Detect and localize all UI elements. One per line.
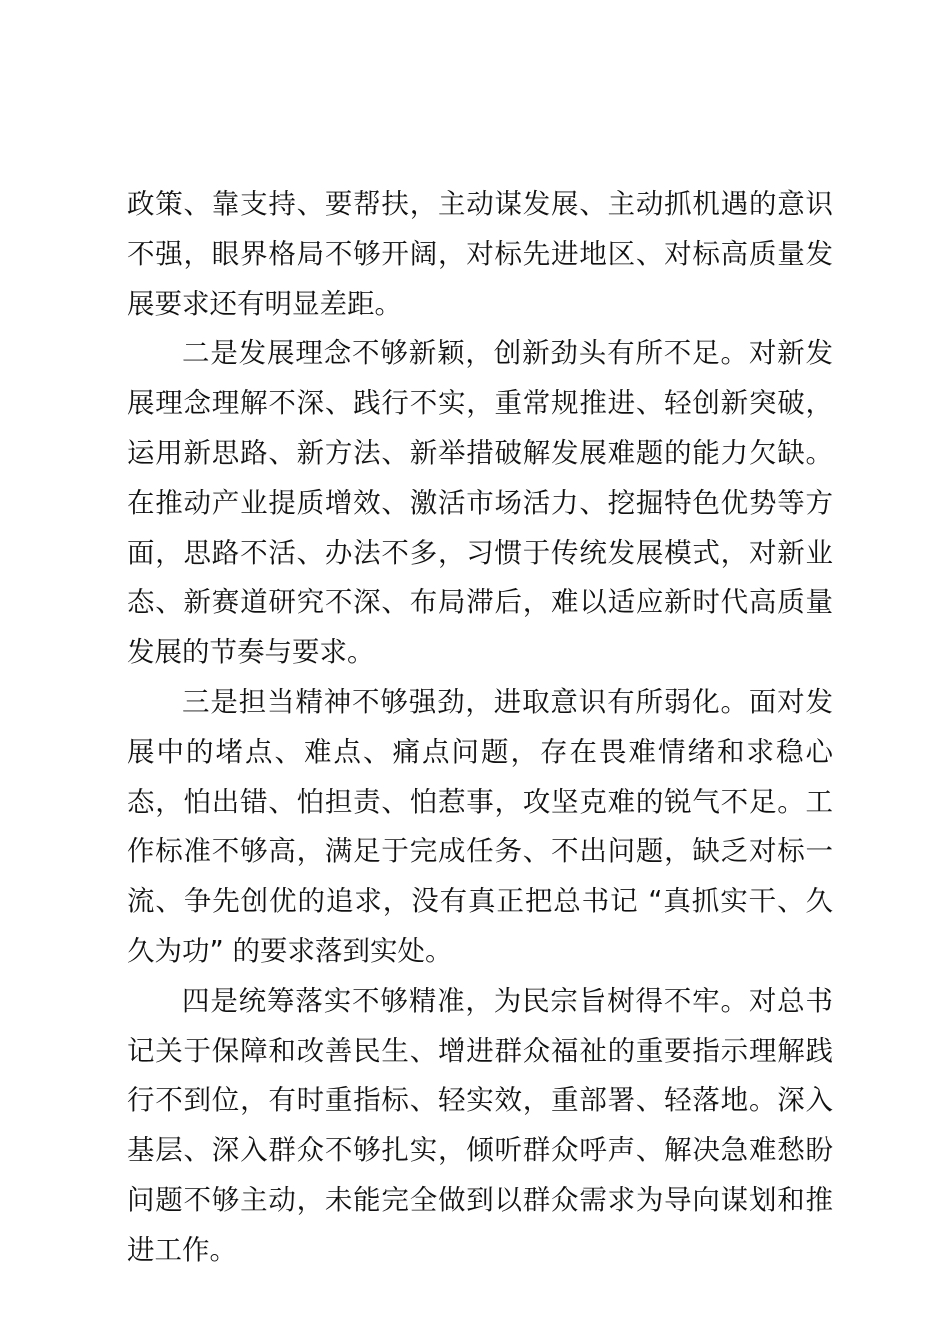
paragraph-four: 四是统筹落实不够精准，为民宗旨树得不牢。对总书记关于保障和改善民生、增进群众福祉的重要指示理解践行不到位，有时重指标、轻实效，重部署、轻落地。深入基层、深入群众不够扎实，倾听群众呼声、解决急难愁盼问题不够主动，未能完全做到以群众需求为导向谋划和推进工作。 xyxy=(127,984,833,1266)
paragraph-three: 三是担当精神不够强劲，进取意识有所弱化。面对发展中的堵点、难点、痛点问题，存在畏难情绪和求稳心态，怕出错、怕担责、怕惹事，攻坚克难的锐气不足。工作标准不够高，满足于完成任务、不出问题，缺乏对标一流、争先创优的追求，没有真正把总书记 “真抓实干、久久为功” 的要求落到实处。 xyxy=(127,685,833,967)
paragraph-continuation: 政策、靠支持、要帮扶，主动谋发展、主动抓机遇的意识不强，眼界格局不够开阔，对标先进地区、对标高质量发展要求还有明显差距。 xyxy=(127,188,833,320)
document-body xyxy=(127,180,833,1276)
paragraph-two: 二是发展理念不够新颖，创新劲头有所不足。对新发展理念理解不深、践行不实，重常规推进、轻创新突破，运用新思路、新方法、新举措破解发展难题的能力欠缺。在推动产业提质增效、激活市场活力、挖掘特色优势等方面，思路不活、办法不多，习惯于传统发展模式，对新业态、新赛道研究不深、布局滞后，难以适应新时代高质量发展的节奏与要求。 xyxy=(127,337,833,669)
